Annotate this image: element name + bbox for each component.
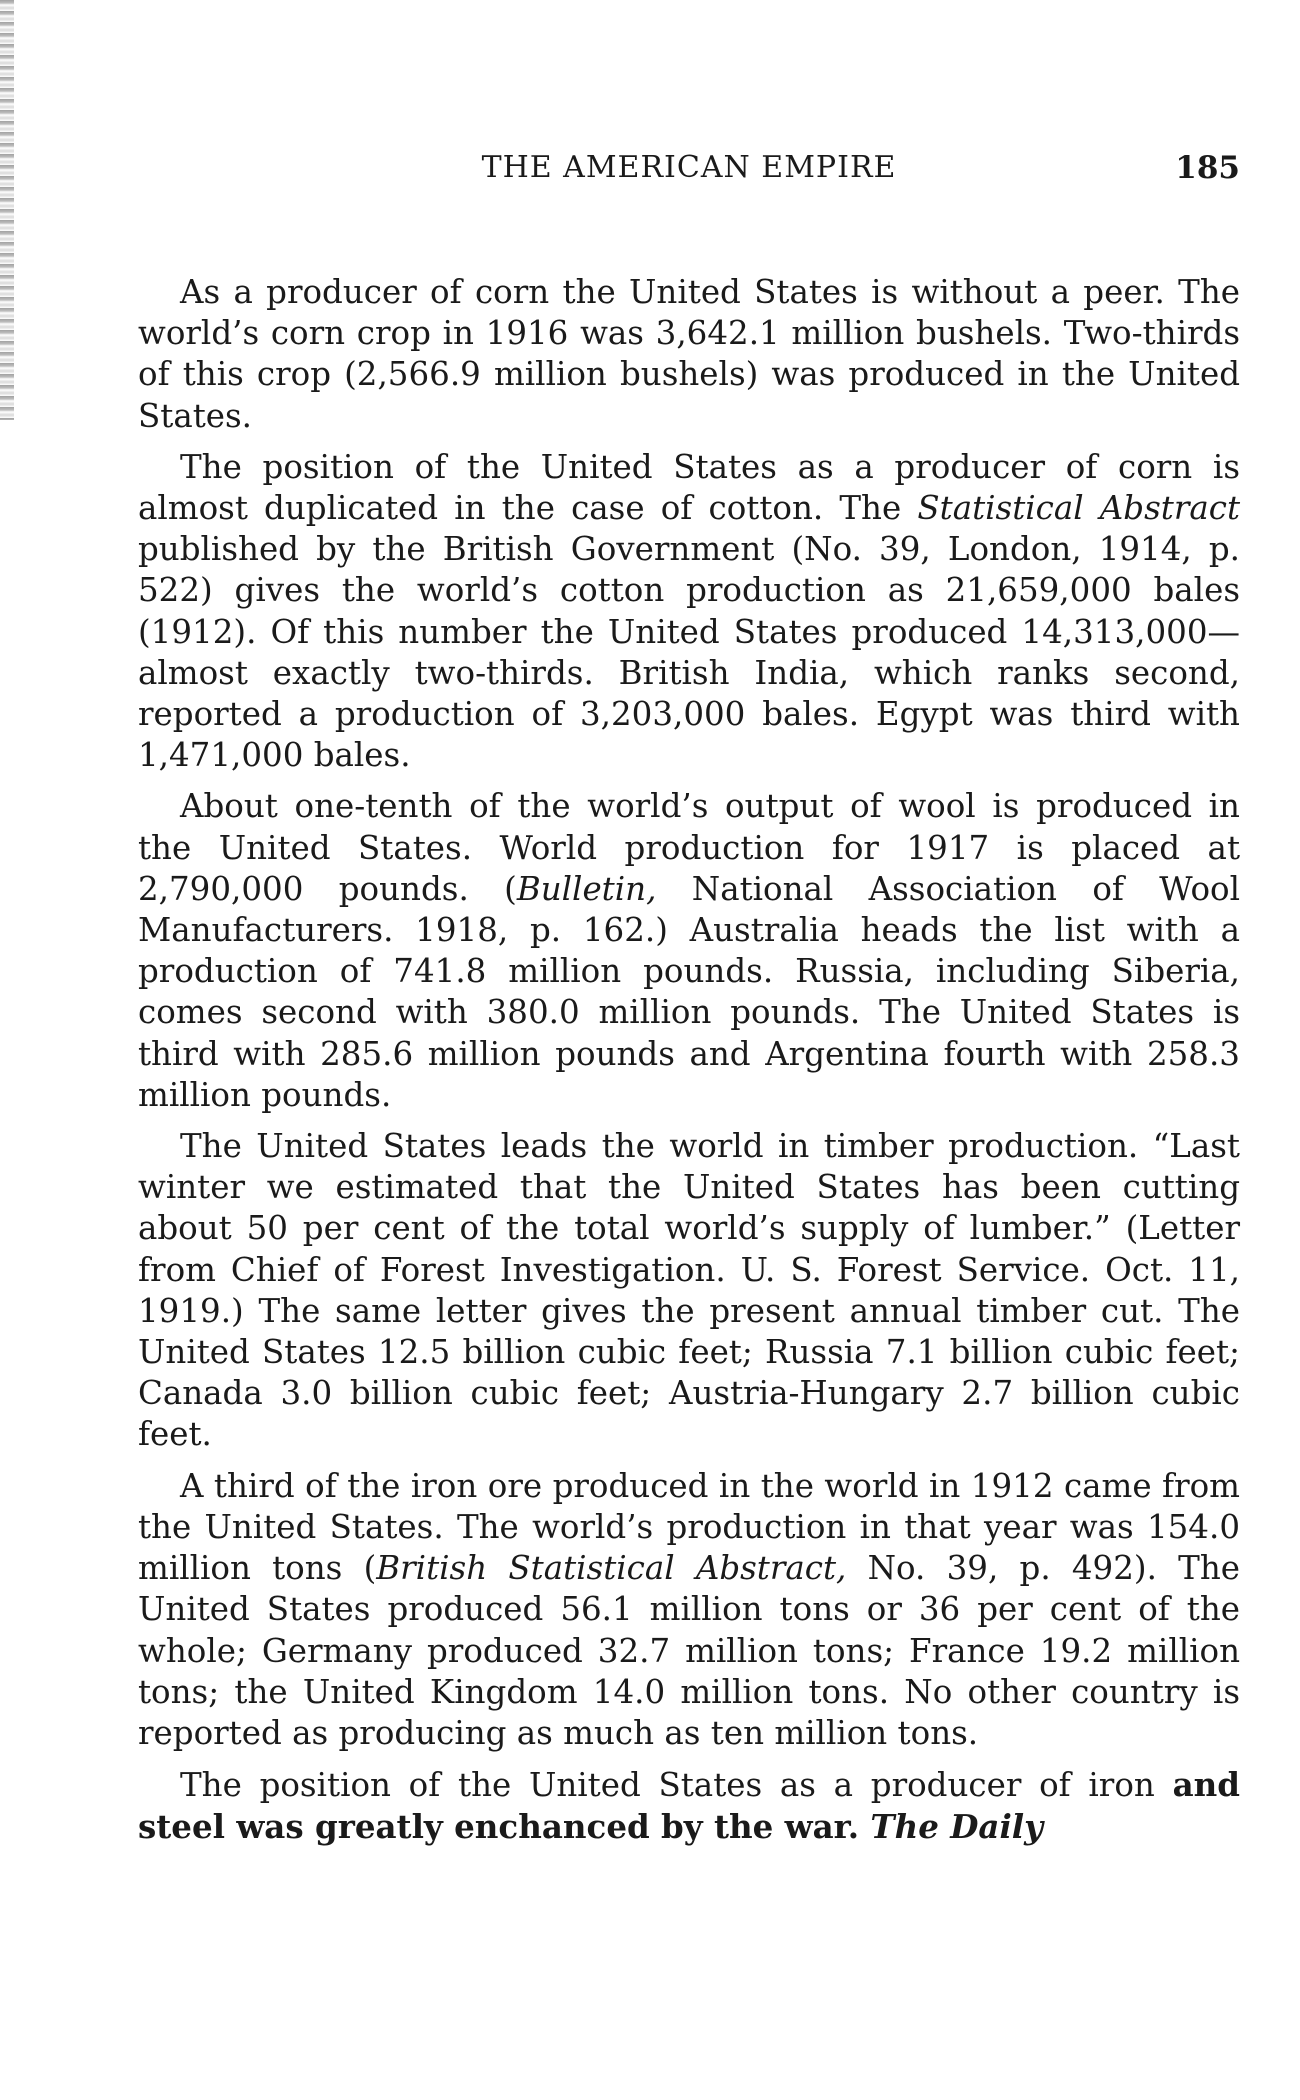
- italic-title: Statistical Abstract: [917, 489, 1241, 528]
- paragraph-corn: [138, 272, 1240, 437]
- bold-italic-title: The Daily: [870, 1807, 1044, 1847]
- running-header: [138, 150, 1240, 200]
- bold-text-run: and steel was greatly enchanced by the war.: [138, 1765, 1240, 1847]
- text-run: As a producer of corn the United States is without a peer. The world’s corn crop in 1916 was 3,642.1 million bushels. Two-thirds of this crop (2,566.9 million bushels) was produced in the United States.: [138, 273, 1240, 435]
- text-run: No. 39, p. 492). The United States produced 56.1 million tons or 36 per cent of the whole; Germany produced 32.7 million tons; France 19.2 million tons; the United Kingdom 14.0 million tons. No other country is reported as producing as much as ten million tons.: [138, 1549, 1240, 1752]
- italic-title: Bulletin,: [516, 869, 657, 908]
- paragraph-timber: [138, 1126, 1240, 1456]
- page-binding-edge: [0, 0, 14, 420]
- text-run: published by the British Government (No. 39, London, 1914, p. 522) gives the world’s cotton production as 21,659,000 bales (1912). Of this number the United States produced 14,313,000—almost exactly two-thirds. British India, which ranks second, reported a production of 3,203,000 bales. Egypt was third with 1,471,000 bales.: [138, 530, 1240, 775]
- italic-title: British Statistical Abstract,: [376, 1549, 847, 1588]
- text-run: National Association of Wool Manufacturers. 1918, p. 162.) Australia heads the list with a production of 741.8 million pounds. Russia, including Siberia, comes second with 380.0 million pounds. The United States is third with 285.6 million pounds and Argentina fourth with 258.3 million pounds.: [138, 869, 1240, 1114]
- page-number: 185: [1175, 150, 1240, 186]
- paragraph-wool: [138, 786, 1240, 1116]
- text-run: A third of the iron ore produced in the world in 1912 came from the United States. The world’s production in that year was 154.0 million tons (: [138, 1466, 1240, 1588]
- body-text: [138, 272, 1240, 1849]
- running-title: THE AMERICAN EMPIRE: [481, 150, 897, 185]
- text-run: The position of the United States as a producer of iron: [180, 1766, 1173, 1805]
- text-run: The position of the United States as a producer of corn is almost duplicated in the case of cotton. The: [138, 447, 1240, 528]
- text-run: The United States leads the world in timber production. “Last winter we estimated that the United States has been cutting about 50 per cent of the total world’s supply of lumber.” (Letter from Chief of Forest Investigation. U. S. Forest Service. Oct. 11, 1919.) The same letter gives the present annual timber cut. The United States 12.5 billion cubic feet; Russia 7.1 billion cubic feet; Canada 3.0 billion cubic feet; Austria-Hungary 2.7 billion cubic feet.: [138, 1127, 1240, 1454]
- paragraph-iron-ore: [138, 1466, 1240, 1754]
- paragraph-cotton: [138, 447, 1240, 777]
- paragraph-iron-steel: [138, 1764, 1240, 1848]
- text-run: About one-tenth of the world’s output of wool is produced in the United States. World production for 1917 is placed at 2,790,000 pounds. (: [138, 787, 1240, 908]
